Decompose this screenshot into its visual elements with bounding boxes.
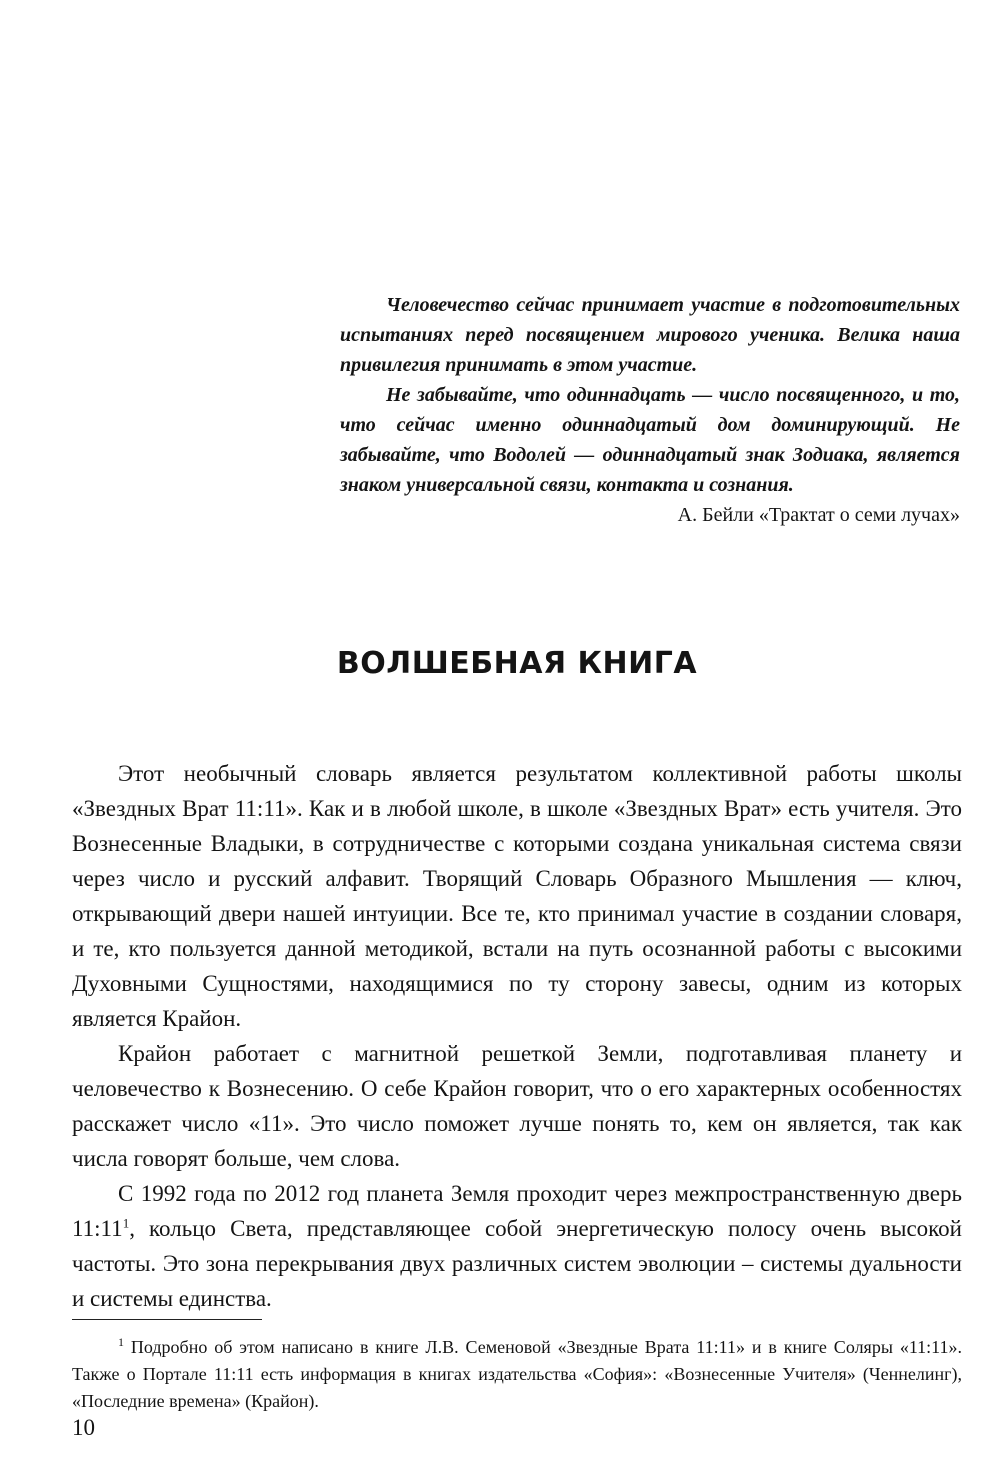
footnote-reference: 1 (122, 1215, 130, 1231)
chapter-title: ВОЛШЕБНАЯ КНИГА (336, 646, 698, 681)
footnote (72, 1334, 962, 1415)
body-paragraph: Крайон работает с магнитной решеткой Земли, подготавливая планету и человечество к Вознесению. О себе Крайон говорит, что о его характерных особенностях расскажет число «11». Это число поможет лучше понять то, кем он является, так как числа говорят больше, чем слова. (72, 1041, 962, 1171)
footnote-marker: 1 (118, 1335, 124, 1349)
epigraph-paragraph: Человечество сейчас принимает участие в подготовительных испытаниях перед посвящением мирового ученика. Велика наша привилегия принимать в этом участие. (340, 294, 960, 376)
epigraph-attribution: А. Бейли «Трактат о семи лучах» (677, 504, 960, 526)
body-paragraph-text: , кольцо Света, представляющее собой энергетическую полосу очень высокой частоты. Это зона перекрывания двух различных систем эволюции – системы дуальности и системы единства. (72, 1216, 962, 1311)
epigraph-paragraph: Не забывайте, что одиннадцать — число посвященного, и то, что сейчас именно одиннадцатый дом доминирующий. Не забывайте, что Водолей — одиннадцатый знак Зодиака, является знаком универсальной связи, контакта и сознания. (340, 384, 960, 496)
footnote-divider (72, 1319, 262, 1320)
body-paragraph: Этот необычный словарь является результатом коллективной работы школы «Звездных Врат 11:11». Как и в любой школе, в школе «Звездных Врат» есть учителя. Это Вознесенные Владыки, в сотрудничестве с которыми создана уникальная система связи через число и русский алфавит. Творящий Словарь Образного Мышления — ключ, открывающий двери нашей интуиции. Все те, кто принимал участие в создании словаря, и те, кто пользуется данной методикой, встали на путь осознанной работы с высокими Духовными Сущностями, находящимися по ту сторону завесы, одним из которых является Крайон. (72, 761, 962, 1031)
body-paragraph (72, 1176, 962, 1316)
page-number: 10 (72, 1415, 95, 1440)
epigraph (340, 290, 960, 530)
footnote-text: Подробно об этом написано в книге Л.В. Семеновой «Звездные Врата 11:11» и в книге Соляры «11:11». Также о Портале 11:11 есть информация в книгах издательства «София»: «Вознесенные Учителя» (Ченнелинг), «Последние времена» (Крайон). (72, 1337, 962, 1411)
body-paragraph-text: С 1992 года по 2012 год планета Земля проходит через межпространственную дверь 11:11 (72, 1181, 962, 1241)
body-text (72, 756, 962, 1316)
